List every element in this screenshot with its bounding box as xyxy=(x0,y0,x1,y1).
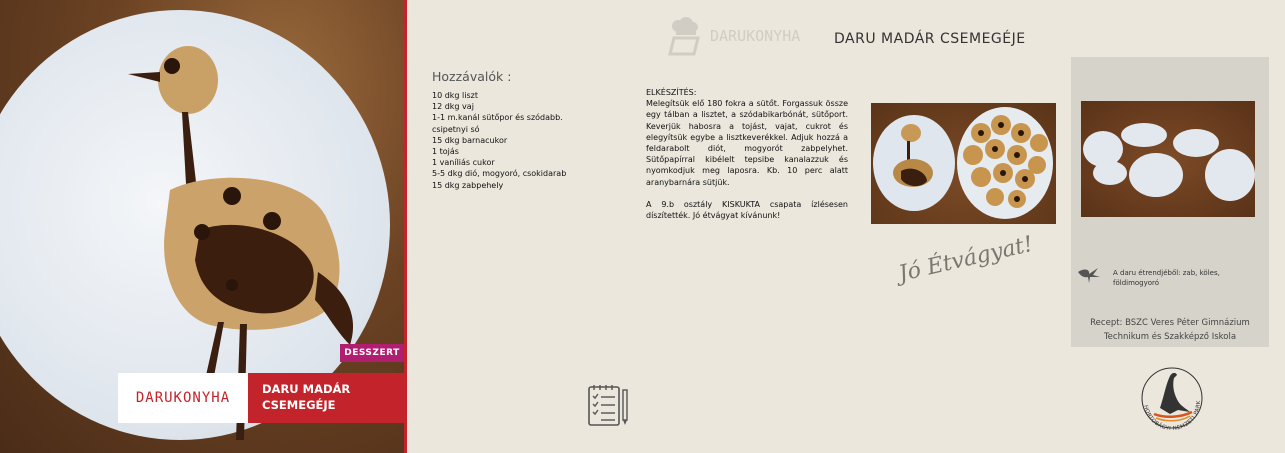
ingredient-item: 1 vaníliás cukor xyxy=(432,158,495,168)
brand-logo xyxy=(118,373,248,423)
preparation-text: Melegítsük elő 180 fokra a sütőt. Forgassuk össze egy tálban a lisztet, a szódabikarbónát, sütőport. Keverjük habosra a tojást, vajat, cukrot és elegyítsük egybe a lisztkeverékkel. Adjuk hozzá a feldarabolt diót, mogyorót zabpelyhet. Sütőpapírral kibélelt tepsibe kanalazzuk és nyomkodjuk meg laposra. Kb. 10 perc alatt aranybarnára sütjük. xyxy=(646,99,848,187)
recipe-source-line2: Technikum és Szakképző Iskola xyxy=(1103,332,1237,342)
watermark-logo-text: DARUKONYHA xyxy=(710,27,801,45)
brand-logo-text: DARUKONYHA xyxy=(135,390,231,406)
accent-stripe xyxy=(404,0,407,453)
plate xyxy=(1093,161,1127,185)
ingredient-item: csipetnyi só xyxy=(432,124,480,134)
recipe-title-bar xyxy=(118,373,404,423)
category-badge: DESSZERT xyxy=(340,344,404,362)
recipe-source xyxy=(1071,316,1269,344)
ingredients-heading: Hozzávalók : xyxy=(432,69,512,84)
chef-hat-icon xyxy=(664,16,704,56)
cookies-illustration xyxy=(871,103,1056,224)
ingredient-item: 15 dkg zabpehely xyxy=(432,180,504,190)
diet-note: A daru étrendjéből: zab, köles, földimogyoró xyxy=(1113,269,1220,287)
ingredient-item: 12 dkg vaj xyxy=(432,102,474,112)
ingredient-item: 5-5 dkg dió, mogyoró, csokidarab xyxy=(432,169,567,179)
watermark-logo xyxy=(664,14,804,58)
cookies-photo xyxy=(871,103,1056,224)
preparation-heading: ELKÉSZÍTÉS: xyxy=(646,88,697,97)
ingredients-list xyxy=(432,90,566,191)
ingredient-item: 1 tojás xyxy=(432,147,459,157)
bar-title xyxy=(248,373,404,423)
park-logo-text: HORTOBÁGYI NEMZETI PARK xyxy=(1142,400,1203,433)
crane-bird-icon xyxy=(1076,266,1102,284)
plate xyxy=(1129,153,1183,197)
recipe-source-line1: Recept: BSZC Veres Péter Gimnázium xyxy=(1090,318,1250,328)
plate xyxy=(1205,149,1255,201)
plate xyxy=(1121,123,1167,147)
ingredient-item: 10 dkg liszt xyxy=(432,91,479,100)
bar-title-line2: CSEMEGÉJE xyxy=(262,398,336,412)
notebook-checklist-icon xyxy=(585,384,631,428)
ingredient-item: 15 dkg barnacukor xyxy=(432,135,508,145)
ingredient-item: 1-1 m.kanál sütőpor és szódabb. xyxy=(432,113,563,123)
cookie-platters-photo xyxy=(1081,101,1255,217)
plate xyxy=(1173,129,1219,157)
bar-title-line1: DARU MADÁR xyxy=(262,382,351,396)
signature-text: Jó Étvágyat! xyxy=(896,231,1036,287)
national-park-logo xyxy=(1136,362,1208,440)
preparation-section xyxy=(646,87,848,232)
hero-photo xyxy=(0,0,404,453)
decoration-note: A 9.b osztály KISKUKTA csapata ízlésesen díszítették. Jó étvágyat kívánunk! xyxy=(646,199,848,221)
page-title: DARU MADÁR CSEMEGÉJE xyxy=(834,31,1026,47)
